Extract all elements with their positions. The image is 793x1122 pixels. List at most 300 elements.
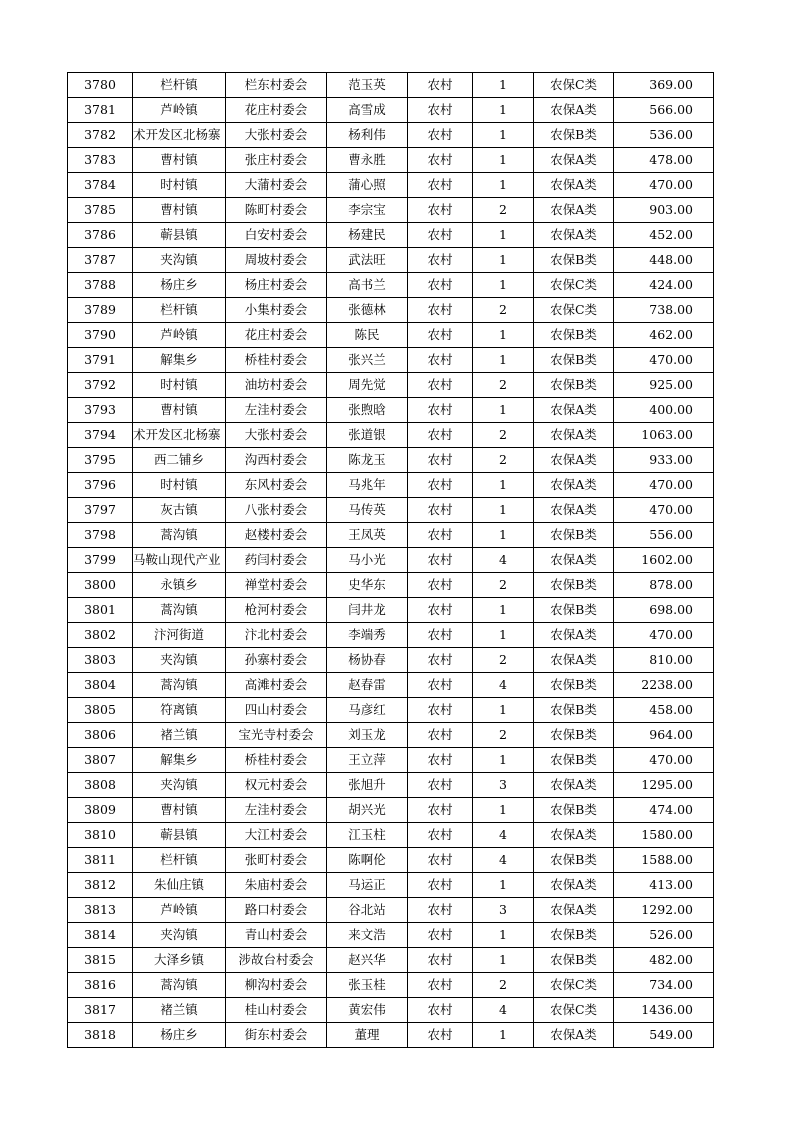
table-row (68, 173, 714, 198)
cell-count: 2 (473, 573, 534, 598)
cell-town: 马鞍山现代产业 (133, 548, 226, 573)
cell-category: 农保B类 (534, 373, 614, 398)
table-row (68, 723, 714, 748)
cell-village: 白安村委会 (226, 223, 327, 248)
cell-household-type: 农村 (408, 798, 473, 823)
cell-household-type: 农村 (408, 823, 473, 848)
cell-category: 农保A类 (534, 148, 614, 173)
cell-town: 曹村镇 (133, 398, 226, 423)
cell-name: 闫井龙 (327, 598, 408, 623)
cell-town: 解集乡 (133, 348, 226, 373)
cell-count: 1 (473, 598, 534, 623)
cell-household-type: 农村 (408, 723, 473, 748)
cell-count: 4 (473, 998, 534, 1023)
cell-town: 解集乡 (133, 748, 226, 773)
cell-household-type: 农村 (408, 773, 473, 798)
cell-town: 曹村镇 (133, 798, 226, 823)
cell-village: 张町村委会 (226, 848, 327, 873)
cell-village: 大张村委会 (226, 123, 327, 148)
cell-id: 3799 (68, 548, 133, 573)
cell-count: 2 (473, 373, 534, 398)
cell-village: 涉故台村委会 (226, 948, 327, 973)
cell-count: 2 (473, 298, 534, 323)
cell-id: 3785 (68, 198, 133, 223)
cell-count: 1 (473, 98, 534, 123)
cell-name: 马兆年 (327, 473, 408, 498)
cell-town: 夹沟镇 (133, 923, 226, 948)
cell-id: 3800 (68, 573, 133, 598)
table-body (68, 73, 714, 1048)
cell-category: 农保A类 (534, 1023, 614, 1048)
cell-amount: 933.00 (614, 448, 714, 473)
table-row (68, 698, 714, 723)
cell-name: 杨建民 (327, 223, 408, 248)
cell-id: 3794 (68, 423, 133, 448)
cell-village: 杨庄村委会 (226, 273, 327, 298)
cell-category: 农保A类 (534, 398, 614, 423)
cell-id: 3818 (68, 1023, 133, 1048)
cell-category: 农保A类 (534, 198, 614, 223)
cell-village: 左洼村委会 (226, 798, 327, 823)
cell-count: 1 (473, 348, 534, 373)
cell-village: 路口村委会 (226, 898, 327, 923)
cell-amount: 964.00 (614, 723, 714, 748)
cell-id: 3788 (68, 273, 133, 298)
cell-id: 3797 (68, 498, 133, 523)
cell-town: 术开发区北杨寨 (133, 423, 226, 448)
cell-id: 3801 (68, 598, 133, 623)
cell-name: 杨协春 (327, 648, 408, 673)
table-row (68, 923, 714, 948)
cell-amount: 462.00 (614, 323, 714, 348)
cell-category: 农保C类 (534, 273, 614, 298)
cell-count: 1 (473, 323, 534, 348)
cell-name: 武法旺 (327, 248, 408, 273)
cell-village: 大江村委会 (226, 823, 327, 848)
cell-village: 陈町村委会 (226, 198, 327, 223)
cell-name: 史华东 (327, 573, 408, 598)
table-row (68, 498, 714, 523)
cell-name: 赵兴华 (327, 948, 408, 973)
cell-amount: 738.00 (614, 298, 714, 323)
cell-town: 大泽乡镇 (133, 948, 226, 973)
cell-amount: 566.00 (614, 98, 714, 123)
cell-amount: 470.00 (614, 173, 714, 198)
cell-household-type: 农村 (408, 548, 473, 573)
cell-village: 柳沟村委会 (226, 973, 327, 998)
table-row (68, 273, 714, 298)
cell-household-type: 农村 (408, 648, 473, 673)
cell-count: 2 (473, 723, 534, 748)
cell-village: 宝光寺村委会 (226, 723, 327, 748)
cell-amount: 2238.00 (614, 673, 714, 698)
cell-household-type: 农村 (408, 848, 473, 873)
cell-amount: 478.00 (614, 148, 714, 173)
cell-town: 时村镇 (133, 173, 226, 198)
cell-category: 农保B类 (534, 723, 614, 748)
cell-amount: 1588.00 (614, 848, 714, 873)
cell-id: 3816 (68, 973, 133, 998)
cell-amount: 1602.00 (614, 548, 714, 573)
cell-village: 八张村委会 (226, 498, 327, 523)
cell-village: 桥桂村委会 (226, 348, 327, 373)
cell-name: 李端秀 (327, 623, 408, 648)
cell-id: 3811 (68, 848, 133, 873)
cell-town: 灰古镇 (133, 498, 226, 523)
cell-amount: 458.00 (614, 698, 714, 723)
cell-town: 栏杆镇 (133, 73, 226, 98)
cell-id: 3817 (68, 998, 133, 1023)
table-row (68, 873, 714, 898)
data-table (67, 72, 714, 1048)
cell-id: 3809 (68, 798, 133, 823)
cell-count: 4 (473, 823, 534, 848)
cell-amount: 470.00 (614, 348, 714, 373)
cell-town: 蒿沟镇 (133, 523, 226, 548)
cell-amount: 1063.00 (614, 423, 714, 448)
cell-count: 1 (473, 148, 534, 173)
cell-town: 杨庄乡 (133, 273, 226, 298)
cell-amount: 470.00 (614, 623, 714, 648)
cell-town: 芦岭镇 (133, 323, 226, 348)
cell-amount: 470.00 (614, 473, 714, 498)
cell-amount: 1580.00 (614, 823, 714, 848)
cell-village: 东风村委会 (226, 473, 327, 498)
cell-category: 农保A类 (534, 898, 614, 923)
cell-name: 蒲心照 (327, 173, 408, 198)
cell-name: 马彦红 (327, 698, 408, 723)
cell-town: 蒿沟镇 (133, 973, 226, 998)
cell-household-type: 农村 (408, 398, 473, 423)
cell-amount: 556.00 (614, 523, 714, 548)
cell-name: 张兴兰 (327, 348, 408, 373)
cell-amount: 1292.00 (614, 898, 714, 923)
table-row (68, 948, 714, 973)
cell-id: 3796 (68, 473, 133, 498)
cell-village: 权元村委会 (226, 773, 327, 798)
cell-amount: 1436.00 (614, 998, 714, 1023)
table-row (68, 673, 714, 698)
table-row (68, 773, 714, 798)
cell-amount: 452.00 (614, 223, 714, 248)
cell-id: 3789 (68, 298, 133, 323)
cell-village: 大蒲村委会 (226, 173, 327, 198)
cell-category: 农保A类 (534, 548, 614, 573)
cell-name: 张玉桂 (327, 973, 408, 998)
cell-name: 刘玉龙 (327, 723, 408, 748)
cell-count: 1 (473, 523, 534, 548)
cell-town: 褚兰镇 (133, 998, 226, 1023)
cell-count: 1 (473, 1023, 534, 1048)
table-row (68, 473, 714, 498)
cell-village: 四山村委会 (226, 698, 327, 723)
cell-id: 3792 (68, 373, 133, 398)
cell-count: 3 (473, 898, 534, 923)
cell-id: 3791 (68, 348, 133, 373)
cell-count: 2 (473, 198, 534, 223)
cell-household-type: 农村 (408, 998, 473, 1023)
cell-amount: 413.00 (614, 873, 714, 898)
cell-amount: 549.00 (614, 1023, 714, 1048)
cell-category: 农保B类 (534, 698, 614, 723)
cell-id: 3780 (68, 73, 133, 98)
cell-category: 农保B类 (534, 848, 614, 873)
table-row (68, 548, 714, 573)
cell-name: 来文浩 (327, 923, 408, 948)
cell-amount: 903.00 (614, 198, 714, 223)
cell-amount: 448.00 (614, 248, 714, 273)
cell-village: 沟西村委会 (226, 448, 327, 473)
cell-id: 3812 (68, 873, 133, 898)
cell-category: 农保B类 (534, 348, 614, 373)
cell-household-type: 农村 (408, 173, 473, 198)
table-row (68, 248, 714, 273)
cell-household-type: 农村 (408, 323, 473, 348)
cell-id: 3798 (68, 523, 133, 548)
cell-category: 农保A类 (534, 648, 614, 673)
cell-category: 农保B类 (534, 573, 614, 598)
cell-count: 1 (473, 698, 534, 723)
cell-count: 4 (473, 548, 534, 573)
cell-name: 江玉柱 (327, 823, 408, 848)
cell-town: 芦岭镇 (133, 98, 226, 123)
cell-household-type: 农村 (408, 923, 473, 948)
table-row (68, 523, 714, 548)
cell-count: 1 (473, 923, 534, 948)
cell-household-type: 农村 (408, 223, 473, 248)
cell-category: 农保A类 (534, 423, 614, 448)
cell-town: 术开发区北杨寨 (133, 123, 226, 148)
cell-household-type: 农村 (408, 148, 473, 173)
cell-name: 高书兰 (327, 273, 408, 298)
cell-category: 农保B类 (534, 748, 614, 773)
cell-household-type: 农村 (408, 873, 473, 898)
cell-category: 农保B类 (534, 948, 614, 973)
cell-id: 3803 (68, 648, 133, 673)
cell-town: 汴河街道 (133, 623, 226, 648)
cell-household-type: 农村 (408, 948, 473, 973)
cell-id: 3787 (68, 248, 133, 273)
cell-household-type: 农村 (408, 273, 473, 298)
cell-id: 3802 (68, 623, 133, 648)
cell-household-type: 农村 (408, 123, 473, 148)
cell-town: 符离镇 (133, 698, 226, 723)
cell-name: 马运正 (327, 873, 408, 898)
cell-category: 农保A类 (534, 623, 614, 648)
cell-name: 马传英 (327, 498, 408, 523)
cell-id: 3805 (68, 698, 133, 723)
cell-household-type: 农村 (408, 473, 473, 498)
cell-village: 桂山村委会 (226, 998, 327, 1023)
cell-town: 时村镇 (133, 373, 226, 398)
cell-count: 1 (473, 748, 534, 773)
table-row (68, 748, 714, 773)
table-row (68, 198, 714, 223)
cell-id: 3781 (68, 98, 133, 123)
cell-id: 3813 (68, 898, 133, 923)
cell-town: 夹沟镇 (133, 248, 226, 273)
cell-household-type: 农村 (408, 523, 473, 548)
cell-amount: 474.00 (614, 798, 714, 823)
cell-village: 大张村委会 (226, 423, 327, 448)
cell-id: 3784 (68, 173, 133, 198)
cell-name: 马小光 (327, 548, 408, 573)
table-row (68, 298, 714, 323)
cell-town: 褚兰镇 (133, 723, 226, 748)
table-row (68, 373, 714, 398)
cell-category: 农保B类 (534, 248, 614, 273)
cell-name: 胡兴光 (327, 798, 408, 823)
cell-count: 1 (473, 798, 534, 823)
cell-village: 赵楼村委会 (226, 523, 327, 548)
cell-category: 农保A类 (534, 473, 614, 498)
cell-name: 赵春雷 (327, 673, 408, 698)
cell-count: 4 (473, 673, 534, 698)
cell-village: 药闫村委会 (226, 548, 327, 573)
table-row (68, 223, 714, 248)
table-row (68, 898, 714, 923)
cell-name: 张道银 (327, 423, 408, 448)
cell-count: 4 (473, 848, 534, 873)
cell-name: 李宗宝 (327, 198, 408, 223)
cell-town: 夹沟镇 (133, 773, 226, 798)
cell-amount: 526.00 (614, 923, 714, 948)
cell-count: 2 (473, 423, 534, 448)
cell-count: 1 (473, 248, 534, 273)
cell-town: 曹村镇 (133, 198, 226, 223)
cell-count: 1 (473, 273, 534, 298)
table-row (68, 348, 714, 373)
cell-id: 3814 (68, 923, 133, 948)
cell-village: 花庄村委会 (226, 98, 327, 123)
cell-category: 农保B类 (534, 673, 614, 698)
cell-name: 张旭升 (327, 773, 408, 798)
table-row (68, 148, 714, 173)
cell-amount: 369.00 (614, 73, 714, 98)
cell-category: 农保B类 (534, 523, 614, 548)
cell-id: 3786 (68, 223, 133, 248)
table-row (68, 973, 714, 998)
table-row (68, 598, 714, 623)
cell-town: 西二铺乡 (133, 448, 226, 473)
cell-amount: 470.00 (614, 498, 714, 523)
cell-household-type: 农村 (408, 348, 473, 373)
cell-amount: 925.00 (614, 373, 714, 398)
cell-category: 农保A类 (534, 498, 614, 523)
cell-household-type: 农村 (408, 598, 473, 623)
table-row (68, 623, 714, 648)
cell-household-type: 农村 (408, 423, 473, 448)
cell-amount: 698.00 (614, 598, 714, 623)
cell-village: 桥桂村委会 (226, 748, 327, 773)
cell-household-type: 农村 (408, 248, 473, 273)
cell-name: 高雪成 (327, 98, 408, 123)
cell-village: 栏东村委会 (226, 73, 327, 98)
cell-town: 蕲县镇 (133, 223, 226, 248)
cell-category: 农保B类 (534, 598, 614, 623)
cell-name: 谷北站 (327, 898, 408, 923)
cell-village: 禅堂村委会 (226, 573, 327, 598)
table-row (68, 1023, 714, 1048)
cell-town: 芦岭镇 (133, 898, 226, 923)
cell-category: 农保B类 (534, 923, 614, 948)
cell-town: 栏杆镇 (133, 848, 226, 873)
cell-village: 周坡村委会 (226, 248, 327, 273)
cell-village: 高滩村委会 (226, 673, 327, 698)
cell-household-type: 农村 (408, 1023, 473, 1048)
cell-household-type: 农村 (408, 298, 473, 323)
cell-village: 朱庙村委会 (226, 873, 327, 898)
cell-category: 农保C类 (534, 973, 614, 998)
cell-category: 农保C类 (534, 298, 614, 323)
cell-count: 1 (473, 473, 534, 498)
cell-household-type: 农村 (408, 748, 473, 773)
cell-amount: 482.00 (614, 948, 714, 973)
cell-name: 曹永胜 (327, 148, 408, 173)
cell-count: 1 (473, 73, 534, 98)
cell-count: 1 (473, 623, 534, 648)
cell-count: 1 (473, 223, 534, 248)
cell-category: 农保A类 (534, 223, 614, 248)
cell-amount: 734.00 (614, 973, 714, 998)
table-row (68, 823, 714, 848)
cell-household-type: 农村 (408, 673, 473, 698)
cell-amount: 400.00 (614, 398, 714, 423)
cell-category: 农保A类 (534, 448, 614, 473)
cell-amount: 810.00 (614, 648, 714, 673)
cell-count: 2 (473, 448, 534, 473)
cell-village: 街东村委会 (226, 1023, 327, 1048)
cell-name: 陈啊伦 (327, 848, 408, 873)
cell-category: 农保A类 (534, 173, 614, 198)
cell-count: 1 (473, 498, 534, 523)
cell-amount: 1295.00 (614, 773, 714, 798)
cell-household-type: 农村 (408, 448, 473, 473)
cell-category: 农保A类 (534, 823, 614, 848)
cell-village: 花庄村委会 (226, 323, 327, 348)
cell-town: 蒿沟镇 (133, 598, 226, 623)
table-row (68, 398, 714, 423)
cell-category: 农保A类 (534, 773, 614, 798)
cell-id: 3806 (68, 723, 133, 748)
cell-village: 张庄村委会 (226, 148, 327, 173)
table-row (68, 73, 714, 98)
cell-name: 王凤英 (327, 523, 408, 548)
cell-village: 青山村委会 (226, 923, 327, 948)
table-row (68, 573, 714, 598)
cell-village: 汴北村委会 (226, 623, 327, 648)
cell-count: 2 (473, 973, 534, 998)
table-row (68, 798, 714, 823)
cell-count: 3 (473, 773, 534, 798)
cell-village: 枪河村委会 (226, 598, 327, 623)
cell-count: 2 (473, 648, 534, 673)
cell-amount: 470.00 (614, 748, 714, 773)
cell-town: 夹沟镇 (133, 648, 226, 673)
cell-id: 3793 (68, 398, 133, 423)
cell-id: 3807 (68, 748, 133, 773)
table-row (68, 423, 714, 448)
cell-household-type: 农村 (408, 973, 473, 998)
cell-name: 杨利伟 (327, 123, 408, 148)
cell-category: 农保B类 (534, 123, 614, 148)
cell-village: 左洼村委会 (226, 398, 327, 423)
cell-id: 3795 (68, 448, 133, 473)
cell-id: 3810 (68, 823, 133, 848)
cell-id: 3804 (68, 673, 133, 698)
cell-village: 小集村委会 (226, 298, 327, 323)
cell-count: 1 (473, 123, 534, 148)
